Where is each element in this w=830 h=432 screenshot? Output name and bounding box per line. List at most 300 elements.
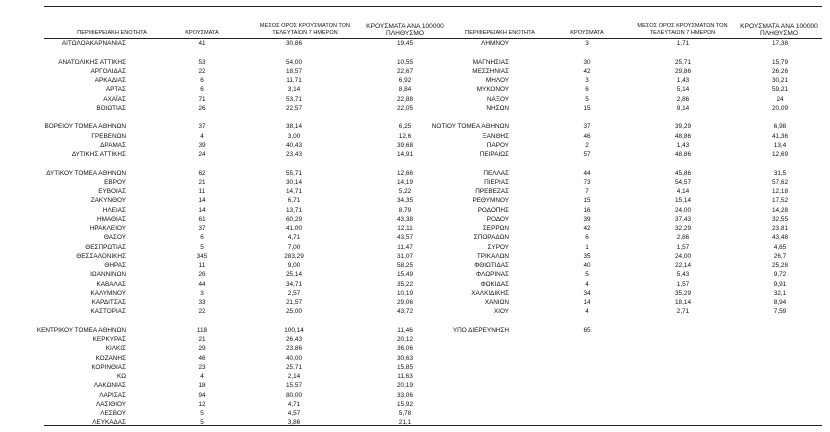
table-row xyxy=(0,160,830,168)
avg-value: 25,14 xyxy=(286,271,302,279)
avg-value: 5,14 xyxy=(676,86,690,94)
region-name: ΗΡΑΚΛΕΙΟΥ xyxy=(89,225,126,232)
avg-value: 18,57 xyxy=(286,67,302,75)
cases-value: 5 xyxy=(585,95,589,103)
cases-value: 5 xyxy=(200,410,204,417)
avg-value: 2,71 xyxy=(676,308,690,316)
table-row xyxy=(0,327,830,335)
region-name: ΚΩ xyxy=(116,373,126,380)
per100k-value: 6,92 xyxy=(398,77,412,84)
table-row xyxy=(0,419,830,427)
cases-value: 71 xyxy=(198,95,206,103)
cases-value: 4 xyxy=(585,308,589,316)
avg-value: 18,14 xyxy=(675,299,691,306)
region-name: ΗΛΕΙΑΣ xyxy=(102,206,126,214)
table-row xyxy=(0,170,830,178)
cases-value: 11 xyxy=(198,188,206,195)
table-row xyxy=(0,271,830,279)
per100k-value: 8,94 xyxy=(773,299,787,306)
cases-value: 37 xyxy=(198,225,206,232)
per100k-value: 4,65 xyxy=(773,243,787,251)
region-name: ΒΟΡΕΙΟΥ ΤΟΜΕΑ ΑΘΗΝΩΝ xyxy=(44,123,126,131)
table-row xyxy=(0,234,830,242)
cases-value: 345 xyxy=(196,252,208,260)
avg-value: 37,43 xyxy=(675,215,691,223)
avg-value: 4,57 xyxy=(287,410,301,417)
per100k-value: 7,59 xyxy=(773,308,787,316)
cases-value: 53 xyxy=(198,58,206,66)
avg-value: 23,43 xyxy=(286,151,302,158)
cases-value: 6 xyxy=(200,234,204,242)
per100k-value: 12,6 xyxy=(398,132,412,140)
avg-value: 41,00 xyxy=(286,225,302,232)
cases-value: 12 xyxy=(198,400,206,408)
per100k-value: 14,91 xyxy=(397,151,413,158)
cases-value: 29 xyxy=(198,345,206,353)
cases-value: 23 xyxy=(198,363,206,371)
per100k-value: 12,66 xyxy=(397,169,413,177)
per100k-value: 32,1 xyxy=(773,289,787,297)
table-row xyxy=(0,142,830,150)
region-name: ΛΑΣΙΘΙΟΥ xyxy=(95,400,126,408)
table-row xyxy=(0,216,830,224)
avg-value: 24,00 xyxy=(675,252,691,260)
per100k-value: 26,7 xyxy=(773,252,787,260)
region-name: ΞΑΝΘΗΣ xyxy=(482,132,509,140)
cases-value: 16 xyxy=(583,206,591,214)
per100k-value: 15,92 xyxy=(397,400,413,408)
region-name: ΠΡΕΒΕΖΑΣ xyxy=(475,188,509,195)
cases-value: 4 xyxy=(200,373,204,380)
cases-value: 1 xyxy=(585,243,589,251)
per100k-value: 29,06 xyxy=(397,299,413,306)
table-row xyxy=(0,133,830,141)
cases-value: 5 xyxy=(200,419,204,427)
cases-value: 30 xyxy=(583,58,591,66)
table-row xyxy=(0,225,830,233)
avg-value: 39,29 xyxy=(675,123,691,131)
avg-value: 26,43 xyxy=(286,336,302,343)
cases-value: 35 xyxy=(583,252,591,260)
avg-value: 4,14 xyxy=(676,188,690,195)
cases-value: 2 xyxy=(585,141,589,149)
avg-value: 15,14 xyxy=(675,197,691,205)
region-name: ΥΠΟ ΔΙΕΡΕΥΝΗΣΗ xyxy=(452,326,509,334)
avg-value: 2,86 xyxy=(676,234,690,242)
per100k-value: 57,62 xyxy=(772,178,788,186)
per100k-value: 22,05 xyxy=(397,104,413,112)
per100k-value: 12,18 xyxy=(772,188,788,195)
per100k-value: 9,72 xyxy=(773,271,787,279)
header-avg-right: ΜΕΣΟΣ ΟΡΟΣ ΚΡΟΥΣΜΑΤΩΝ ΤΟΝ ΤΕΛΕΥΤΑΙΩΝ 7 ΗΜΕΡΩΝ xyxy=(637,23,728,36)
avg-value: 22,57 xyxy=(286,104,302,112)
table-row xyxy=(0,244,830,252)
region-name: ΛΕΣΒΟΥ xyxy=(100,410,126,417)
table-row xyxy=(0,197,830,205)
cases-value: 22 xyxy=(198,308,206,316)
per100k-value: 35,22 xyxy=(397,280,413,288)
region-name: ΡΕΘΥΜΝΟΥ xyxy=(472,197,509,205)
avg-value: 1,57 xyxy=(676,243,690,251)
region-name: ΠΙΕΡΙΑΣ xyxy=(484,178,509,186)
table-row xyxy=(0,410,830,418)
region-name: ΣΕΡΡΩΝ xyxy=(482,225,509,232)
region-name: ΛΕΥΚΑΔΑΣ xyxy=(92,419,126,427)
avg-value: 29,86 xyxy=(675,67,691,75)
cases-value: 3 xyxy=(585,77,589,84)
region-name: ΚΑΣΤΟΡΙΑΣ xyxy=(90,308,126,316)
per100k-value: 11,47 xyxy=(397,243,413,251)
region-name: ΜΥΚΟΝΟΥ xyxy=(476,86,509,94)
top-rule xyxy=(44,6,822,7)
avg-value: 25,71 xyxy=(675,58,691,66)
table-row xyxy=(0,105,830,113)
region-name: ΠΕΛΛΑΣ xyxy=(483,169,509,177)
avg-value: 54,57 xyxy=(675,178,691,186)
per100k-value: 25,28 xyxy=(772,262,788,269)
cases-value: 73 xyxy=(583,178,591,186)
table-row xyxy=(0,290,830,298)
avg-value: 6,71 xyxy=(287,197,301,205)
per100k-value: 9,91 xyxy=(773,280,787,288)
cases-value: 24 xyxy=(198,151,206,158)
avg-value: 80,00 xyxy=(286,391,302,399)
region-name: ΑΡΚΑΔΙΑΣ xyxy=(94,77,126,84)
avg-value: 1,57 xyxy=(676,280,690,288)
avg-value: 4,71 xyxy=(287,234,301,242)
table-row xyxy=(0,123,830,131)
table-row xyxy=(0,49,830,57)
cases-value: 42 xyxy=(583,67,591,75)
region-name: ΔΥΤΙΚΗΣ ΑΤΤΙΚΗΣ xyxy=(71,151,126,158)
avg-value: 35,29 xyxy=(675,289,691,297)
avg-value: 30,14 xyxy=(286,178,302,186)
cases-value: 4 xyxy=(585,280,589,288)
region-name: ΝΑΞΟΥ xyxy=(486,95,509,103)
per100k-value: 59,21 xyxy=(772,86,788,94)
per100k-value: 23,81 xyxy=(772,225,788,232)
avg-value: 5,43 xyxy=(676,271,690,279)
avg-value: 9,14 xyxy=(676,104,690,112)
avg-value: 40,00 xyxy=(286,354,302,362)
cases-value: 7 xyxy=(585,188,589,195)
table-row xyxy=(0,318,830,326)
table-row xyxy=(0,179,830,187)
avg-value: 3,86 xyxy=(287,419,301,427)
avg-value: 25,71 xyxy=(286,363,302,371)
per100k-value: 43,38 xyxy=(397,215,413,223)
table-row xyxy=(0,86,830,94)
avg-value: 21,57 xyxy=(286,299,302,306)
region-name: ΑΡΓΟΛΙΔΑΣ xyxy=(90,67,126,75)
avg-value: 25,00 xyxy=(286,308,302,316)
cases-value: 57 xyxy=(583,151,591,158)
region-name: ΧΑΛΚΙΔΙΚΗΣ xyxy=(471,289,509,297)
avg-value: 45,86 xyxy=(675,169,691,177)
per100k-value: 30,63 xyxy=(397,354,413,362)
region-name: ΒΟΙΩΤΙΑΣ xyxy=(96,104,126,112)
per100k-value: 5,78 xyxy=(398,410,412,417)
avg-value: 1,43 xyxy=(676,141,690,149)
region-name: ΦΘΙΩΤΙΔΑΣ xyxy=(474,262,509,269)
avg-value: 283,29 xyxy=(284,252,304,260)
per100k-value: 43,72 xyxy=(397,308,413,316)
table-row xyxy=(0,77,830,85)
cases-value: 37 xyxy=(583,123,591,131)
header-per100k-right: ΚΡΟΥΣΜΑΤΑ ΑΝΑ 100000 ΠΛΗΘΥΣΜΟ xyxy=(740,23,818,37)
per100k-value: 8,79 xyxy=(398,206,412,214)
table-row xyxy=(0,382,830,390)
avg-value: 2,57 xyxy=(287,289,301,297)
cases-value: 3 xyxy=(585,40,589,47)
table-row xyxy=(0,336,830,344)
region-name: ΘΕΣΠΡΩΤΙΑΣ xyxy=(85,243,126,251)
region-name: ΚΙΛΚΙΣ xyxy=(105,345,126,353)
per100k-value: 34,35 xyxy=(397,197,413,205)
region-name: ΚΟΖΑΝΗΣ xyxy=(95,354,126,362)
table-row xyxy=(0,253,830,261)
table-row xyxy=(0,308,830,316)
avg-value: 15,57 xyxy=(286,382,302,390)
cases-value: 14 xyxy=(198,206,206,214)
per100k-value: 10,55 xyxy=(397,58,413,66)
avg-value: 48,86 xyxy=(675,132,691,140)
region-name: ΑΝΑΤΟΛΙΚΗΣ ΑΤΤΙΚΗΣ xyxy=(58,58,126,66)
per100k-value: 43,57 xyxy=(397,234,413,242)
avg-value: 1,43 xyxy=(676,77,690,84)
per100k-value: 6,25 xyxy=(398,123,412,131)
cases-value: 40 xyxy=(583,262,591,269)
header-cases-left: ΚΡΟΥΣΜΑΤΑ xyxy=(185,30,219,36)
avg-value: 60,29 xyxy=(286,215,302,223)
per100k-value: 21,1 xyxy=(398,419,412,427)
cases-value: 4 xyxy=(200,132,204,140)
cases-value: 61 xyxy=(198,215,206,223)
cases-value: 44 xyxy=(583,169,591,177)
cases-value: 118 xyxy=(196,326,208,334)
header-cases-right: ΚΡΟΥΣΜΑΤΑ xyxy=(570,30,604,36)
avg-value: 53,71 xyxy=(286,95,302,103)
avg-value: 3,00 xyxy=(287,132,301,140)
region-name: ΜΑΓΝΗΣΙΑΣ xyxy=(472,58,509,66)
per100k-value: 20,19 xyxy=(397,382,413,390)
cases-value: 34 xyxy=(583,289,591,297)
avg-value: 13,71 xyxy=(286,206,302,214)
table-row xyxy=(0,401,830,409)
table-row xyxy=(0,40,830,48)
avg-value: 1,71 xyxy=(676,40,690,47)
per100k-value: 15,79 xyxy=(772,58,788,66)
avg-value: 4,71 xyxy=(287,400,301,408)
cases-value: 6 xyxy=(585,234,589,242)
region-name: ΕΒΡΟΥ xyxy=(104,178,126,186)
per100k-value: 15,85 xyxy=(397,363,413,371)
region-name: ΛΑΡΙΣΑΣ xyxy=(99,391,126,399)
table-row xyxy=(0,299,830,307)
avg-value: 23,86 xyxy=(286,345,302,353)
avg-value: 9,00 xyxy=(287,262,301,269)
per100k-value: 19,45 xyxy=(397,40,413,47)
per100k-value: 33,06 xyxy=(397,391,413,399)
region-name: ΘΕΣΣΑΛΟΝΙΚΗΣ xyxy=(76,252,126,260)
avg-value: 38,14 xyxy=(286,123,302,131)
region-name: ΛΑΚΩΝΙΑΣ xyxy=(93,382,126,390)
avg-value: 54,00 xyxy=(286,58,302,66)
per100k-value: 43,48 xyxy=(772,234,788,242)
per100k-value: 12,11 xyxy=(397,225,413,232)
per100k-value: 17,38 xyxy=(772,40,788,47)
cases-value: 94 xyxy=(198,391,206,399)
avg-value: 22,14 xyxy=(675,262,691,269)
avg-value: 32,29 xyxy=(675,225,691,232)
per100k-value: 22,67 xyxy=(397,67,413,75)
per100k-value: 15,49 xyxy=(397,271,413,279)
per100k-value: 20,09 xyxy=(772,104,788,112)
per100k-value: 31,07 xyxy=(397,252,413,260)
region-name: ΝΟΤΙΟΥ ΤΟΜΕΑ ΑΘΗΝΩΝ xyxy=(431,123,509,131)
avg-value: 14,71 xyxy=(286,188,302,195)
cases-value: 14 xyxy=(583,299,591,306)
region-name: ΚΑΡΔΙΤΣΑΣ xyxy=(91,299,126,306)
per100k-value: 26,26 xyxy=(772,67,788,75)
avg-value: 2,14 xyxy=(287,373,301,380)
region-name: ΜΕΣΣΗΝΙΑΣ xyxy=(472,67,509,75)
per100k-value: 6,98 xyxy=(773,123,787,131)
region-name: ΖΑΚΥΝΘΟΥ xyxy=(90,197,126,205)
region-name: ΚΕΡΚΥΡΑΣ xyxy=(92,336,126,343)
cases-value: 65 xyxy=(583,326,591,334)
table-row xyxy=(0,96,830,104)
region-name: ΙΩΑΝΝΙΝΩΝ xyxy=(90,271,126,279)
region-name: ΧΑΝΙΩΝ xyxy=(484,299,509,306)
table-row xyxy=(0,364,830,372)
per100k-value: 22,88 xyxy=(397,95,413,103)
per100k-value: 10,19 xyxy=(397,289,413,297)
region-name: ΕΥΒΟΙΑΣ xyxy=(98,188,126,195)
cases-value: 26 xyxy=(198,271,206,279)
per100k-value: 8,84 xyxy=(398,86,412,94)
cases-value: 21 xyxy=(198,178,206,186)
per100k-value: 14,28 xyxy=(772,206,788,214)
header-region-left: ΠΕΡΙΦΕΡΕΙΑΚΗ ΕΝΟΤΗΤΑ xyxy=(77,30,147,36)
table-row xyxy=(0,207,830,215)
cases-value: 6 xyxy=(585,86,589,94)
avg-value: 24,00 xyxy=(675,206,691,214)
avg-value: 40,43 xyxy=(286,141,302,149)
cases-value: 33 xyxy=(198,299,206,306)
cases-value: 41 xyxy=(198,40,206,47)
region-name: ΣΠΟΡΑΔΩΝ xyxy=(473,234,509,242)
region-name: ΚΑΛΥΜΝΟΥ xyxy=(90,289,126,297)
cases-value: 15 xyxy=(583,104,591,112)
region-name: ΦΛΩΡΙΝΑΣ xyxy=(475,271,509,279)
cases-value: 11 xyxy=(198,262,206,269)
cases-value: 39 xyxy=(583,215,591,223)
table-row xyxy=(0,281,830,289)
avg-value: 34,71 xyxy=(286,280,302,288)
table-row xyxy=(0,68,830,76)
avg-value: 2,86 xyxy=(676,95,690,103)
header-rule xyxy=(44,38,822,39)
per100k-value: 39,68 xyxy=(397,141,413,149)
cases-value: 39 xyxy=(198,141,206,149)
cases-value: 26 xyxy=(198,104,206,112)
per100k-value: 36,06 xyxy=(397,345,413,353)
avg-value: 55,71 xyxy=(286,169,302,177)
region-name: ΚΟΡΙΝΘΙΑΣ xyxy=(91,363,126,371)
cases-value: 62 xyxy=(198,169,206,177)
cases-value: 15 xyxy=(583,197,591,205)
per100k-value: 20,12 xyxy=(397,336,413,343)
avg-value: 11,71 xyxy=(286,77,302,84)
table-row xyxy=(0,345,830,353)
table-row xyxy=(0,151,830,159)
cases-value: 5 xyxy=(585,271,589,279)
avg-value: 3,14 xyxy=(287,86,301,94)
region-name: ΚΕΝΤΡΙΚΟΥ ΤΟΜΕΑ ΑΘΗΝΩΝ xyxy=(36,326,126,334)
table-row xyxy=(0,262,830,270)
per100k-value: 58,25 xyxy=(397,262,413,269)
per100k-value: 41,36 xyxy=(772,132,788,140)
avg-value: 7,00 xyxy=(287,243,301,251)
cases-value: 6 xyxy=(200,77,204,84)
region-name: ΗΜΑΘΙΑΣ xyxy=(96,215,126,223)
avg-value: 30,86 xyxy=(286,40,302,47)
cases-value: 22 xyxy=(198,67,206,75)
region-name: ΘΗΡΑΣ xyxy=(104,262,126,269)
region-name: ΧΙΟΥ xyxy=(493,308,509,316)
region-name: ΣΥΡΟΥ xyxy=(487,243,509,251)
region-name: ΘΑΣΟΥ xyxy=(103,234,126,242)
cases-value: 21 xyxy=(198,336,206,343)
per100k-value: 32,55 xyxy=(772,215,788,223)
avg-value: 48,86 xyxy=(675,151,691,158)
table-row xyxy=(0,355,830,363)
region-name: ΛΗΜΝΟΥ xyxy=(481,40,509,47)
cases-value: 18 xyxy=(198,382,206,390)
avg-value: 100,14 xyxy=(284,326,304,334)
region-name: ΡΟΔΟΠΗΣ xyxy=(477,206,509,214)
cases-value: 37 xyxy=(198,123,206,131)
region-name: ΑΡΤΑΣ xyxy=(105,86,126,94)
cases-value: 5 xyxy=(200,243,204,251)
table-row xyxy=(0,392,830,400)
header-region-right: ΠΕΡΙΦΕΡΕΙΑΚΗ ΕΝΟΤΗΤΑ xyxy=(465,30,535,36)
per100k-value: 13,4 xyxy=(773,141,787,149)
region-name: ΝΗΣΩΝ xyxy=(486,104,509,112)
per100k-value: 14,19 xyxy=(397,178,413,186)
table-row xyxy=(0,114,830,122)
region-name: ΑΙΤΩΛΟΑΚΑΡΝΑΝΙΑΣ xyxy=(61,40,126,47)
region-name: ΑΧΑΪΑΣ xyxy=(103,95,126,103)
cases-value: 46 xyxy=(198,354,206,362)
per100k-value: 11,63 xyxy=(397,373,413,380)
header-per100k-left: ΚΡΟΥΣΜΑΤΑ ΑΝΑ 100000 ΠΛΗΘΥΣΜΟ xyxy=(366,23,444,37)
region-name: ΚΑΒΑΛΑΣ xyxy=(96,280,126,288)
cases-value: 14 xyxy=(198,197,206,205)
region-name: ΜΗΛΟΥ xyxy=(485,77,509,84)
region-name: ΔΥΤΙΚΟΥ ΤΟΜΕΑ ΑΘΗΝΩΝ xyxy=(46,169,126,177)
table-row xyxy=(0,373,830,381)
per100k-value: 30,21 xyxy=(772,77,788,84)
cases-value: 3 xyxy=(200,289,204,297)
region-name: ΡΟΔΟΥ xyxy=(486,215,509,223)
per100k-value: 17,52 xyxy=(772,197,788,205)
per100k-value: 31,5 xyxy=(773,169,787,177)
per100k-value: 5,22 xyxy=(398,188,412,195)
per100k-value: 11,46 xyxy=(397,326,413,334)
region-name: ΦΩΚΙΔΑΣ xyxy=(480,280,509,288)
